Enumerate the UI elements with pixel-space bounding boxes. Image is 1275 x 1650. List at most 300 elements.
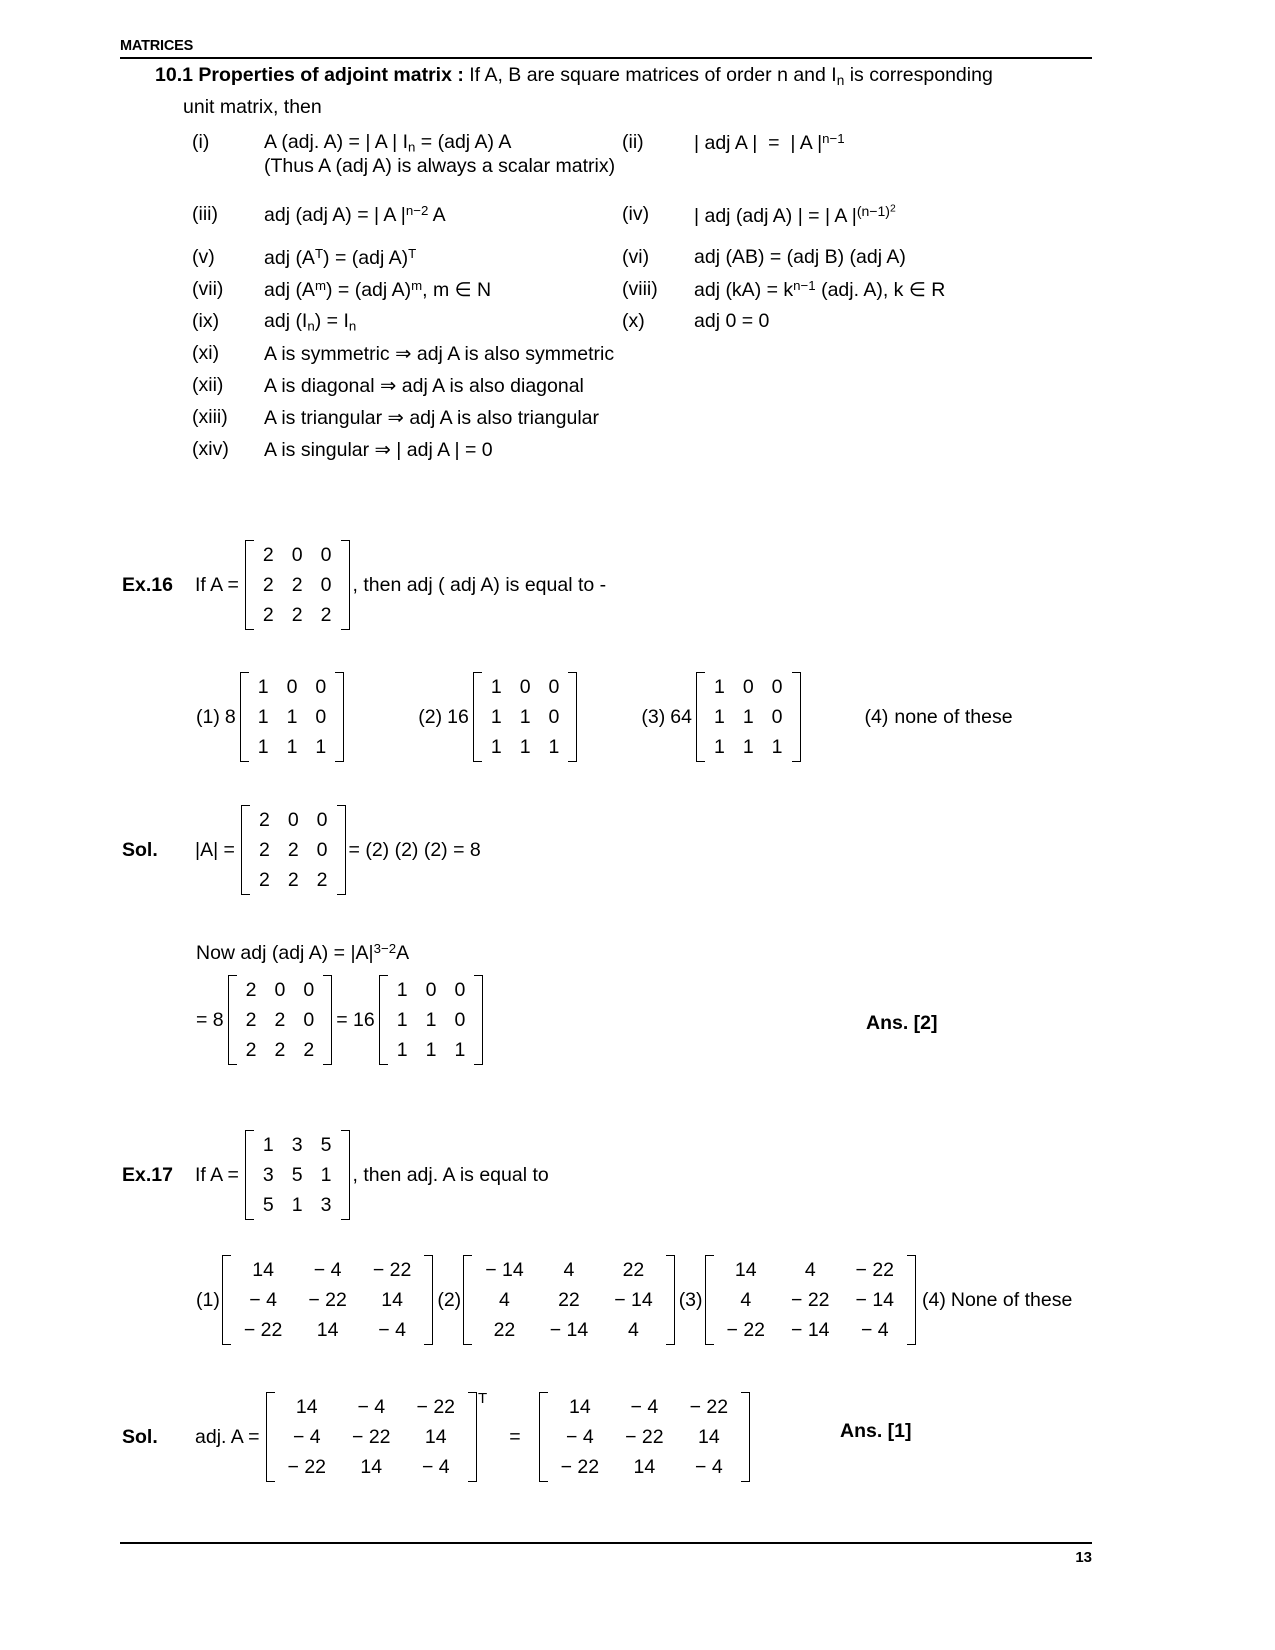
matrix-cell: 2	[320, 604, 332, 626]
matrix-cell: 4	[499, 1289, 510, 1311]
matrix-grid	[472, 1255, 666, 1345]
matrix-cell: 1	[286, 706, 298, 728]
property-row-vii	[192, 278, 1092, 302]
matrix-cell: 2	[291, 574, 303, 596]
example-16-options	[196, 672, 1013, 762]
matrix-cell: 1	[286, 736, 298, 758]
matrix-cell: 14	[360, 1456, 383, 1478]
property-text-iii: adj (adj A) = | A $|^{n-2}$ A	[264, 202, 446, 226]
matrix-cell: 1	[519, 736, 531, 758]
matrix-cell: 4	[563, 1259, 575, 1281]
matrix-cell: 2	[262, 544, 274, 566]
matrix-cell: 1	[548, 736, 560, 758]
example-16-stem-suffix: , then adj ( adj A) is equal to -	[352, 573, 607, 596]
option-2-tag[interactable]: (2)	[418, 705, 443, 728]
bracket-left	[240, 672, 249, 762]
option-1-matrix	[222, 1255, 434, 1345]
matrix-cell: − 4	[313, 1259, 342, 1281]
example-17-matrix-a	[245, 1130, 350, 1220]
matrix-cell: 0	[287, 809, 299, 831]
matrix-cell: 0	[320, 544, 332, 566]
matrix-cell: 2	[258, 869, 270, 891]
now-line-b: A	[396, 941, 410, 964]
matrix-cell: 0	[303, 1009, 315, 1031]
matrix-cell: 14	[424, 1426, 447, 1448]
bracket-right	[341, 1130, 350, 1220]
matrix-cell: 1	[713, 706, 725, 728]
matrix-row	[714, 1285, 908, 1315]
property-row-xi	[192, 342, 1092, 366]
matrix-row	[472, 1315, 666, 1345]
subscript-n: n	[836, 73, 845, 89]
matrix-row	[249, 702, 336, 732]
matrix-cell: − 4	[249, 1289, 277, 1311]
matrix-cell: − 4	[357, 1396, 386, 1418]
matrix-cell: − 4	[566, 1426, 594, 1448]
property-text-ix: adj $(I_n) = I_n$	[264, 309, 357, 334]
matrix-cell: 14	[381, 1289, 403, 1311]
transpose-mark: T	[478, 1390, 488, 1407]
bracket-right	[424, 1255, 433, 1345]
matrix-row	[275, 1452, 469, 1482]
matrix-cell: − 4	[421, 1456, 450, 1478]
matrix-row	[250, 805, 337, 835]
matrix-row	[254, 600, 341, 630]
matrix-grid	[482, 672, 569, 762]
matrix-cell: − 4	[860, 1319, 889, 1341]
property-number-x: (x)	[622, 309, 645, 332]
matrix-cell: − 22	[625, 1426, 664, 1448]
matrix-grid	[254, 1130, 341, 1220]
matrix-cell: 1	[742, 736, 754, 758]
matrix-cell: 1	[713, 676, 725, 698]
matrix-cell: 1	[396, 979, 408, 1001]
matrix-cell: − 22	[372, 1259, 412, 1281]
matrix-cell: 0	[316, 809, 328, 831]
solution-matrix-1	[266, 1392, 478, 1482]
matrix-cell: 3	[291, 1134, 303, 1156]
matrix-cell: 5	[320, 1134, 332, 1156]
matrix-cell: 1	[396, 1009, 408, 1031]
option-4-tag[interactable]: (4)	[922, 1288, 946, 1311]
matrix-row	[705, 702, 792, 732]
matrix-cell: 2	[245, 1039, 257, 1061]
matrix-cell: 3	[262, 1164, 274, 1186]
property-row-iii	[192, 203, 1092, 228]
matrix-row	[250, 865, 337, 895]
matrix-row	[548, 1452, 742, 1482]
matrix-cell: 2	[287, 839, 299, 861]
final-mid: = 16	[336, 1008, 375, 1031]
bracket-left	[266, 1392, 275, 1482]
matrix-cell: 1	[257, 706, 269, 728]
matrix-cell: − 4	[378, 1319, 406, 1341]
matrix-grid	[275, 1392, 469, 1482]
page-header	[120, 38, 1092, 59]
property-row-i-note	[192, 155, 1092, 178]
property-text-xiii: A is triangular ⇒ adj A is also triangular	[264, 406, 600, 429]
determinant-matrix	[241, 805, 346, 895]
matrix-cell: − 4	[695, 1456, 723, 1478]
matrix-cell: 2	[303, 1039, 315, 1061]
property-text-xii: A is diagonal ⇒ adj A is also diagonal	[264, 374, 584, 397]
matrix-row	[472, 1255, 666, 1285]
solution-matrix-2	[539, 1392, 751, 1482]
matrix-cell: 1	[320, 1164, 332, 1186]
matrix-cell: 0	[454, 979, 466, 1001]
matrix-cell: − 14	[791, 1319, 830, 1341]
example-16-solution-det	[122, 805, 481, 895]
matrix-cell: 0	[519, 676, 531, 698]
matrix-row	[388, 1005, 475, 1035]
bracket-right	[666, 1255, 675, 1345]
matrix-cell: 2	[287, 869, 299, 891]
bracket-left	[539, 1392, 548, 1482]
option-4-text: None of these	[950, 1288, 1073, 1311]
option-1-matrix	[240, 672, 345, 762]
bracket-right	[341, 540, 350, 630]
matrix-cell: 1	[490, 736, 502, 758]
matrix-cell: 2	[245, 979, 257, 1001]
matrix-cell: 0	[548, 676, 560, 698]
property-number-vii: (vii)	[192, 277, 224, 300]
matrix-cell: 5	[291, 1164, 303, 1186]
matrix-row	[231, 1255, 425, 1285]
example-16-matrix-a	[245, 540, 350, 630]
option-3-tag[interactable]: (3)	[641, 705, 666, 728]
matrix-row	[254, 1160, 341, 1190]
matrix-cell: 0	[771, 706, 783, 728]
example-16-label: Ex.16	[122, 573, 173, 596]
example-17-stem-prefix: If A =	[195, 1163, 239, 1186]
matrix-cell: 4	[628, 1319, 639, 1341]
property-row-xii	[192, 374, 1092, 398]
matrix-cell: 22	[622, 1259, 645, 1281]
matrix-row	[388, 975, 475, 1005]
header-divider	[120, 57, 1092, 59]
matrix-cell: 1	[315, 736, 327, 758]
matrix-cell: 1	[742, 706, 754, 728]
matrix-cell: 2	[258, 809, 270, 831]
matrix-cell: 14	[568, 1396, 591, 1418]
matrix-cell: 2	[274, 1039, 286, 1061]
section-title: 10.1 Properties of adjoint matrix :	[155, 64, 464, 86]
matrix-row	[237, 1005, 324, 1035]
property-number-xi: (xi)	[192, 341, 220, 364]
property-number-viii: (viii)	[622, 277, 658, 300]
matrix-cell: 1	[454, 1039, 466, 1061]
matrix-cell: 14	[252, 1259, 274, 1281]
matrix-row	[714, 1255, 908, 1285]
example-16-stem	[122, 540, 606, 630]
matrix-grid	[714, 1255, 908, 1345]
matrix-cell: 0	[316, 839, 328, 861]
matrix-row	[388, 1035, 475, 1065]
property-number-ii: (ii)	[622, 131, 644, 153]
matrix-cell: 0	[303, 979, 315, 1001]
bracket-right	[741, 1392, 750, 1482]
matrix-row	[482, 732, 569, 762]
example-17-options	[196, 1255, 1072, 1345]
property-row-xiv	[192, 438, 1092, 462]
matrix-cell: 2	[274, 1009, 286, 1031]
matrix-cell: 22	[493, 1319, 516, 1341]
matrix-cell: 1	[257, 676, 269, 698]
matrix-row	[714, 1315, 908, 1345]
example-17-solution	[122, 1392, 750, 1482]
option-2-tag[interactable]: (2)	[437, 1288, 462, 1311]
bracket-right	[792, 672, 801, 762]
matrix-grid	[388, 975, 475, 1065]
property-number-iv: (iv)	[622, 202, 650, 225]
matrix-cell: 1	[425, 1009, 437, 1031]
option-2-matrix	[473, 672, 578, 762]
matrix-cell: − 14	[549, 1319, 589, 1341]
matrix-cell: 0	[771, 676, 783, 698]
solution-equals: =	[509, 1425, 521, 1448]
property-number-xiii: (xiii)	[192, 405, 228, 428]
matrix-cell: − 22	[243, 1319, 283, 1341]
matrix-cell: 0	[286, 676, 298, 698]
matrix-cell: 2	[291, 604, 303, 626]
bracket-left	[228, 975, 237, 1065]
bracket-left	[463, 1255, 472, 1345]
property-row-xiii	[192, 406, 1092, 430]
matrix-cell: 2	[316, 869, 328, 891]
section-intro-line2: unit matrix, then	[183, 96, 322, 119]
matrix-row	[249, 732, 336, 762]
matrix-cell: 2	[258, 839, 270, 861]
matrix-cell: 1	[771, 736, 783, 758]
option-4-text: none of these	[894, 705, 1013, 728]
option-1-coeff: 8	[224, 705, 236, 728]
matrix-row	[237, 975, 324, 1005]
section-intro-text-b: is corresponding	[844, 64, 993, 86]
matrix-row	[275, 1392, 469, 1422]
matrix-cell: 0	[320, 574, 332, 596]
property-text-i: A (adj. A) = | A | $I_n = (adj$ A) A	[264, 131, 512, 155]
property-text-xi: A is symmetric ⇒ adj A is also symmetric	[264, 342, 615, 365]
bracket-right	[907, 1255, 916, 1345]
example-16-answer: Ans. [2]	[866, 1012, 938, 1034]
matrix-cell: 14	[316, 1319, 339, 1341]
section-intro	[155, 62, 1095, 121]
matrix-row	[237, 1035, 324, 1065]
bracket-left	[245, 540, 254, 630]
bracket-right	[335, 672, 344, 762]
property-text-ii: | adj A | = | A $|^{n-1}$	[694, 131, 845, 154]
property-number-xii: (xii)	[192, 373, 224, 396]
matrix-row	[254, 1190, 341, 1220]
example-16-final-line	[196, 975, 483, 1065]
property-text-vii: adj $(A^m) = (adj$ A)$^m$, m ∈ N	[264, 277, 492, 301]
matrix-cell: 4	[740, 1289, 752, 1311]
bracket-right	[337, 805, 346, 895]
matrix-cell: 0	[315, 706, 327, 728]
matrix-cell: − 22	[726, 1319, 766, 1341]
property-number-v: (v)	[192, 245, 215, 268]
now-line-a: Now adj (adj A) = |A|	[196, 941, 374, 964]
matrix-cell: 1	[396, 1039, 408, 1061]
property-text-x: adj 0 = 0	[694, 309, 770, 332]
bracket-left	[379, 975, 388, 1065]
matrix-grid	[231, 1255, 425, 1345]
matrix-grid	[237, 975, 324, 1065]
matrix-cell: − 22	[560, 1456, 600, 1478]
matrix-cell: 14	[734, 1259, 757, 1281]
properties-list	[192, 131, 1092, 462]
matrix-cell: 4	[804, 1259, 816, 1281]
section-intro-text-a: If A, B are square matrices of order n and I	[463, 64, 837, 86]
matrix-cell: − 22	[791, 1289, 830, 1311]
matrix-row	[254, 1130, 341, 1160]
matrix-cell: 1	[490, 676, 502, 698]
matrix-row	[254, 540, 341, 570]
matrix-cell: 1	[257, 736, 269, 758]
chapter-label: MATRICES	[120, 38, 194, 54]
final-matrix-2	[379, 975, 484, 1065]
option-1-tag[interactable]: (1)	[196, 705, 220, 728]
matrix-cell: 1	[291, 1194, 303, 1216]
example-16-stem-prefix: If A =	[195, 573, 239, 596]
matrix-cell: − 22	[352, 1426, 391, 1448]
matrix-cell: 0	[548, 706, 560, 728]
matrix-cell: 14	[697, 1426, 720, 1448]
matrix-cell: − 14	[614, 1289, 653, 1311]
matrix-cell: 1	[425, 1039, 437, 1061]
matrix-cell: 22	[558, 1289, 580, 1311]
now-line-exponent: 3−2	[373, 941, 397, 956]
matrix-cell: − 22	[416, 1396, 456, 1418]
matrix-row	[472, 1285, 666, 1315]
matrix-cell: 14	[633, 1456, 656, 1478]
property-row-ix	[192, 310, 1092, 334]
option-3-matrix	[705, 1255, 917, 1345]
matrix-cell: 1	[713, 736, 725, 758]
matrix-cell: − 22	[308, 1289, 347, 1311]
property-text-vi: adj (AB) = (adj B) (adj A)	[694, 245, 906, 268]
solution-label-17: Sol.	[122, 1425, 158, 1448]
matrix-cell: − 4	[630, 1396, 659, 1418]
matrix-grid	[705, 672, 792, 762]
matrix-grid	[249, 672, 336, 762]
matrix-cell: 5	[262, 1194, 274, 1216]
bracket-right	[468, 1392, 477, 1482]
bracket-left	[705, 1255, 714, 1345]
matrix-row	[705, 672, 792, 702]
matrix-row	[482, 702, 569, 732]
matrix-cell: 2	[245, 1009, 257, 1031]
matrix-row	[249, 672, 336, 702]
option-3-matrix	[696, 672, 801, 762]
matrix-row	[705, 732, 792, 762]
matrix-cell: 0	[315, 676, 327, 698]
matrix-grid	[548, 1392, 742, 1482]
property-row-v	[192, 246, 1092, 270]
matrix-row	[254, 570, 341, 600]
bracket-right	[568, 672, 577, 762]
matrix-row	[231, 1315, 425, 1345]
matrix-cell: 2	[262, 604, 274, 626]
matrix-cell: 14	[295, 1396, 318, 1418]
footer-divider	[120, 1542, 1092, 1544]
matrix-row	[482, 672, 569, 702]
matrix-cell: 0	[742, 676, 754, 698]
property-number-vi: (vi)	[622, 245, 650, 268]
example-17-stem	[122, 1130, 549, 1220]
determinant-suffix: = (2) (2) (2) = 8	[348, 838, 481, 861]
matrix-cell: 0	[425, 979, 437, 1001]
property-text-viii: adj $(kA) = k^{n-1}$ (adj. A), k ∈ R	[694, 277, 946, 301]
option-3-coeff: 64	[670, 705, 692, 728]
property-text-v: adj $(A^T) = (adj$ A)$^T$	[264, 245, 417, 269]
property-number-xiv: (xiv)	[192, 437, 229, 460]
matrix-grid	[250, 805, 337, 895]
matrix-row	[548, 1392, 742, 1422]
matrix-cell: 0	[454, 1009, 466, 1031]
matrix-cell: − 4	[292, 1426, 321, 1448]
matrix-cell: 2	[262, 574, 274, 596]
matrix-cell: − 14	[485, 1259, 524, 1281]
property-text-iv: | adj (adj A) | = | A $|^{(n-1)^2}$	[694, 202, 896, 227]
final-matrix-1	[228, 975, 333, 1065]
example-17-label: Ex.17	[122, 1163, 173, 1186]
example-16-now-line	[196, 940, 409, 967]
bracket-left	[473, 672, 482, 762]
option-1-tag[interactable]: (1)	[196, 1288, 220, 1311]
page-number: 13	[1075, 1549, 1092, 1566]
matrix-row	[250, 835, 337, 865]
matrix-row	[231, 1285, 425, 1315]
property-number-i: (i)	[192, 131, 210, 153]
matrix-cell: 0	[291, 544, 303, 566]
bracket-right	[474, 975, 483, 1065]
matrix-cell: 0	[274, 979, 286, 1001]
example-17-answer: Ans. [1]	[840, 1420, 912, 1442]
option-3-tag[interactable]: (3)	[678, 1288, 703, 1311]
matrix-cell: − 14	[855, 1289, 895, 1311]
bracket-left	[245, 1130, 254, 1220]
option-4-tag[interactable]: (4)	[864, 705, 889, 728]
bracket-left	[696, 672, 705, 762]
matrix-cell: − 22	[689, 1396, 729, 1418]
matrix-cell: − 22	[287, 1456, 327, 1478]
property-text-i-note: (Thus A (adj A) is always a scalar matrix)	[264, 154, 616, 177]
property-text-xiv: A is singular ⇒ | adj A | = 0	[264, 438, 493, 461]
solution-prefix: adj. A =	[195, 1425, 260, 1448]
solution-label-16: Sol.	[122, 838, 158, 861]
final-lead: = 8	[196, 1008, 224, 1031]
bracket-left	[241, 805, 250, 895]
matrix-row	[275, 1422, 469, 1452]
matrix-row	[548, 1422, 742, 1452]
option-2-matrix	[463, 1255, 675, 1345]
property-number-ix: (ix)	[192, 309, 220, 332]
option-2-coeff: 16	[447, 705, 469, 728]
matrix-cell: − 22	[855, 1259, 895, 1281]
matrix-cell: 1	[262, 1134, 274, 1156]
example-17-stem-suffix: , then adj. A is equal to	[352, 1163, 549, 1186]
matrix-cell: 3	[320, 1194, 332, 1216]
matrix-cell: 1	[490, 706, 502, 728]
property-number-iii: (iii)	[192, 202, 218, 225]
matrix-grid	[254, 540, 341, 630]
bracket-right	[323, 975, 332, 1065]
matrix-cell: 1	[519, 706, 531, 728]
determinant-prefix: |A| =	[195, 838, 235, 861]
property-row-i	[192, 131, 1092, 155]
bracket-left	[222, 1255, 231, 1345]
